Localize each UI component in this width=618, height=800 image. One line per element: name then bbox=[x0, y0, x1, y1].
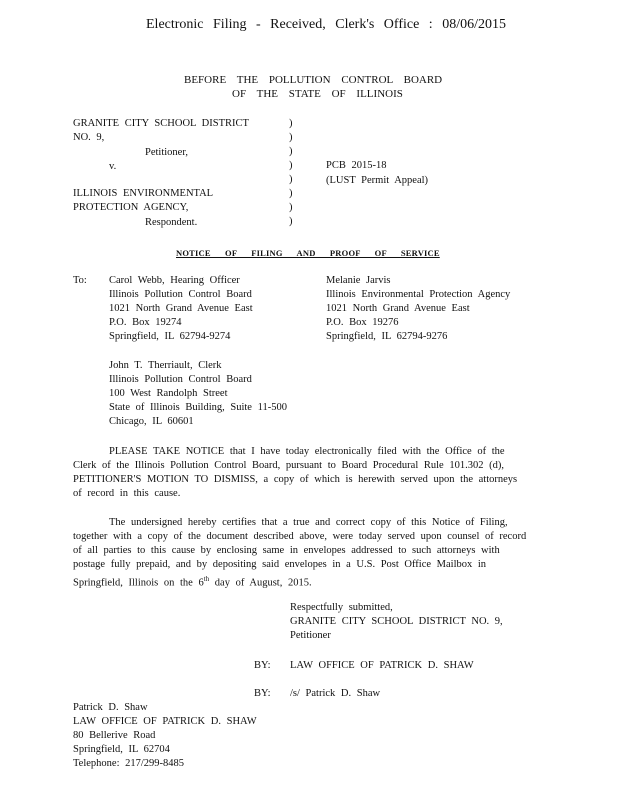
paragraph-line: together with a copy of the document described above, were today served upon counsel of record bbox=[73, 531, 527, 542]
city-state-zip: Springfield, IL 62704 bbox=[73, 744, 170, 755]
law-office-signature: LAW OFFICE OF PATRICK D. SHAW bbox=[290, 660, 474, 671]
attorney-contact-block bbox=[73, 701, 257, 771]
filing-stamp: Electronic Filing - Received, Clerk's Office : 08/06/2015 bbox=[146, 17, 506, 32]
paragraph-line: of record in this cause. bbox=[73, 488, 181, 499]
addressee-line: Springfield, IL 62794-9276 bbox=[326, 331, 448, 342]
paren: ) bbox=[289, 216, 293, 227]
petitioner-role: Petitioner, bbox=[145, 147, 189, 158]
respondent-name: ILLINOIS ENVIRONMENTAL bbox=[73, 188, 214, 199]
addressee-line: Illinois Pollution Control Board bbox=[109, 289, 252, 300]
to-label: To: bbox=[73, 275, 87, 286]
paren: ) bbox=[289, 132, 293, 143]
addressee-line: P.O. Box 19274 bbox=[109, 317, 182, 328]
addressee-line: Chicago, IL 60601 bbox=[109, 416, 194, 427]
paren: ) bbox=[289, 188, 293, 199]
addressee-line: Illinois Pollution Control Board bbox=[109, 374, 252, 385]
by-label: BY: bbox=[254, 660, 271, 671]
date-text: Springfield, Illinois on the 6 bbox=[73, 577, 204, 589]
ordinal-suffix: th bbox=[203, 575, 210, 583]
paragraph-line: postage fully prepaid, and by depositing said envelopes in a U.S. Post Office Mailbox in bbox=[73, 559, 487, 570]
addressee-line: State of Illinois Building, Suite 11-500 bbox=[109, 402, 287, 413]
telephone: Telephone: 217/299-8485 bbox=[73, 758, 185, 769]
street-address: 80 Bellerive Road bbox=[73, 730, 156, 741]
paren: ) bbox=[289, 202, 293, 213]
addressee-block bbox=[326, 274, 510, 344]
addressee-line: Carol Webb, Hearing Officer bbox=[109, 275, 240, 286]
case-type: (LUST Permit Appeal) bbox=[326, 175, 429, 186]
date-text-end: day of August, 2015. bbox=[209, 577, 312, 589]
paren: ) bbox=[289, 160, 293, 171]
respondent-name-cont: PROTECTION AGENCY, bbox=[73, 202, 189, 213]
respondent-role: Respondent. bbox=[145, 217, 198, 228]
paragraph-line: The undersigned hereby certifies that a true and correct copy of this Notice of Filing, bbox=[109, 517, 508, 528]
notice-heading: NOTICE OF FILING AND PROOF OF SERVICE bbox=[176, 248, 440, 258]
notice-paragraph bbox=[73, 445, 517, 501]
law-office-name: LAW OFFICE OF PATRICK D. SHAW bbox=[73, 716, 257, 727]
paragraph-line: PLEASE TAKE NOTICE that I have today electronically filed with the Office of the bbox=[109, 446, 505, 457]
certification-paragraph bbox=[73, 516, 526, 591]
addressee-line: 1021 North Grand Avenue East bbox=[109, 303, 253, 314]
caption-parentheses bbox=[289, 117, 293, 229]
versus: v. bbox=[109, 161, 117, 172]
document-title-line1: BEFORE THE POLLUTION CONTROL BOARD bbox=[184, 74, 443, 86]
addressee-block bbox=[109, 359, 287, 429]
paragraph-line: of all parties to this cause by enclosing same in envelopes addressed to such attorneys with bbox=[73, 545, 500, 556]
paragraph-line: PETITIONER'S MOTION TO DISMISS, a copy of which is herewith served upon the attorneys bbox=[73, 474, 518, 485]
document-title-line2: OF THE STATE OF ILLINOIS bbox=[232, 88, 403, 100]
electronic-signature: /s/ Patrick D. Shaw bbox=[290, 688, 381, 699]
paragraph-last-line bbox=[73, 572, 526, 591]
addressee-line: Springfield, IL 62794-9274 bbox=[109, 331, 231, 342]
addressee-line: 100 West Randolph Street bbox=[109, 388, 228, 399]
signatory-role: Petitioner bbox=[290, 630, 331, 641]
addressee-line: 1021 North Grand Avenue East bbox=[326, 303, 470, 314]
petitioner-name: GRANITE CITY SCHOOL DISTRICT bbox=[73, 118, 249, 129]
signature-block bbox=[290, 601, 503, 643]
case-caption-respondent bbox=[73, 187, 213, 215]
paren: ) bbox=[289, 174, 293, 185]
addressee-block bbox=[109, 274, 253, 344]
addressee-line: P.O. Box 19276 bbox=[326, 317, 399, 328]
case-caption-parties bbox=[73, 117, 249, 145]
addressee-line: John T. Therriault, Clerk bbox=[109, 360, 222, 371]
paren: ) bbox=[289, 118, 293, 129]
closing: Respectfully submitted, bbox=[290, 602, 393, 613]
addressee-line: Illinois Environmental Protection Agency bbox=[326, 289, 511, 300]
case-number: PCB 2015-18 bbox=[326, 160, 387, 171]
by-label: BY: bbox=[254, 688, 271, 699]
paren: ) bbox=[289, 146, 293, 157]
paragraph-line: Clerk of the Illinois Pollution Control Board, pursuant to Board Procedural Rule 101.302 (d), bbox=[73, 460, 504, 471]
attorney-name: Patrick D. Shaw bbox=[73, 702, 148, 713]
signatory-party: GRANITE CITY SCHOOL DISTRICT NO. 9, bbox=[290, 616, 503, 627]
addressee-line: Melanie Jarvis bbox=[326, 275, 391, 286]
petitioner-name-cont: NO. 9, bbox=[73, 132, 105, 143]
